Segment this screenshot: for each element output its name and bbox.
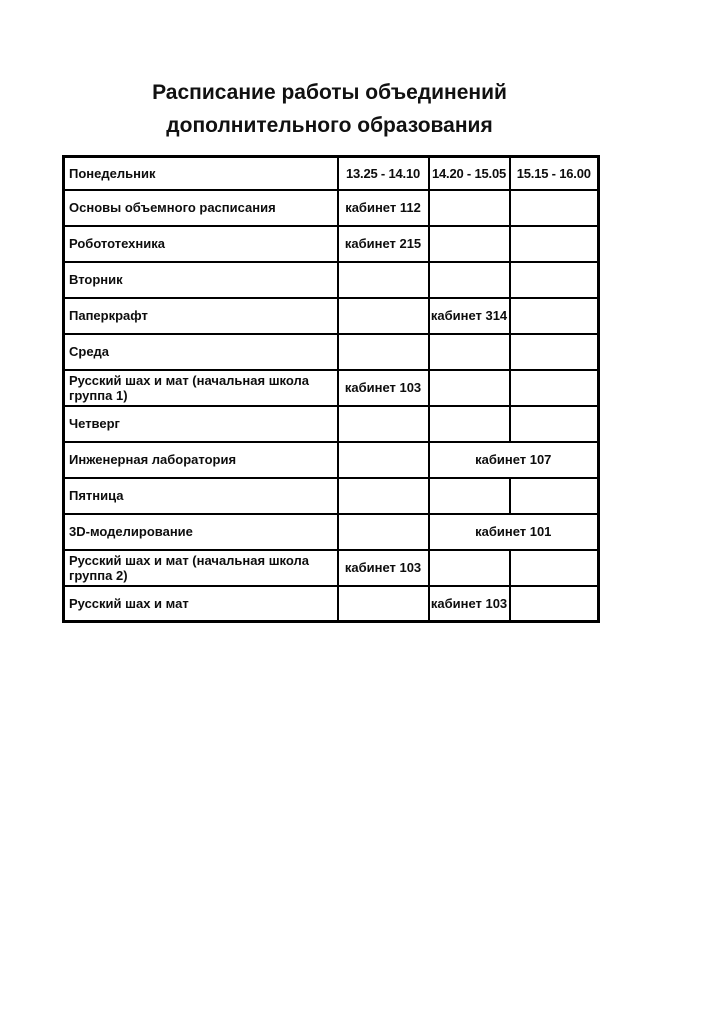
empty-slot-cell bbox=[429, 370, 510, 406]
empty-slot-cell bbox=[338, 478, 429, 514]
time-header-cell: 14.20 - 15.05 bbox=[429, 157, 510, 190]
empty-slot-cell bbox=[510, 478, 599, 514]
day-row bbox=[64, 157, 599, 190]
empty-slot-cell bbox=[429, 406, 510, 442]
empty-slot-cell bbox=[429, 550, 510, 586]
day-row bbox=[64, 478, 599, 514]
empty-slot-cell bbox=[338, 334, 429, 370]
empty-slot-cell bbox=[510, 550, 599, 586]
day-row bbox=[64, 406, 599, 442]
empty-slot-cell bbox=[510, 190, 599, 226]
day-label-cell: Пятница bbox=[64, 478, 338, 514]
empty-slot-cell bbox=[338, 298, 429, 334]
empty-slot-cell bbox=[338, 262, 429, 298]
room-cell: кабинет 215 bbox=[338, 226, 429, 262]
empty-slot-cell bbox=[338, 442, 429, 478]
day-label-cell: Среда bbox=[64, 334, 338, 370]
day-label-cell: Четверг bbox=[64, 406, 338, 442]
empty-slot-cell bbox=[338, 586, 429, 622]
room-cell: кабинет 103 bbox=[429, 586, 510, 622]
empty-slot-cell bbox=[510, 226, 599, 262]
day-row bbox=[64, 262, 599, 298]
day-row bbox=[64, 334, 599, 370]
activity-row bbox=[64, 550, 599, 586]
activity-row bbox=[64, 298, 599, 334]
empty-slot-cell bbox=[429, 334, 510, 370]
room-cell: кабинет 103 bbox=[338, 370, 429, 406]
empty-slot-cell bbox=[510, 334, 599, 370]
room-cell: кабинет 314 bbox=[429, 298, 510, 334]
activity-row bbox=[64, 226, 599, 262]
day-label-cell: Понедельник bbox=[64, 157, 338, 190]
activity-label-cell: Русский шах и мат (начальная школа группа 2) bbox=[64, 550, 338, 586]
empty-slot-cell bbox=[510, 370, 599, 406]
page-title-line2: дополнительного образования bbox=[166, 114, 493, 137]
empty-slot-cell bbox=[429, 262, 510, 298]
activity-row bbox=[64, 514, 599, 550]
page-title bbox=[62, 76, 597, 142]
empty-slot-cell bbox=[338, 514, 429, 550]
activity-label-cell: Основы объемного расписания bbox=[64, 190, 338, 226]
activity-label-cell: Русский шах и мат (начальная школа группа 1) bbox=[64, 370, 338, 406]
activity-row bbox=[64, 442, 599, 478]
schedule-table-body bbox=[64, 157, 599, 622]
empty-slot-cell bbox=[429, 190, 510, 226]
activity-label-cell: 3D-моделирование bbox=[64, 514, 338, 550]
time-header-cell: 13.25 - 14.10 bbox=[338, 157, 429, 190]
page-title-line1: Расписание работы объединений bbox=[152, 81, 507, 104]
room-cell: кабинет 112 bbox=[338, 190, 429, 226]
empty-slot-cell bbox=[429, 478, 510, 514]
time-header-cell: 15.15 - 16.00 bbox=[510, 157, 599, 190]
empty-slot-cell bbox=[338, 406, 429, 442]
activity-row bbox=[64, 370, 599, 406]
empty-slot-cell bbox=[510, 298, 599, 334]
empty-slot-cell bbox=[510, 586, 599, 622]
activity-label-cell: Паперкрафт bbox=[64, 298, 338, 334]
activity-row bbox=[64, 586, 599, 622]
room-cell: кабинет 107 bbox=[429, 442, 599, 478]
room-cell: кабинет 103 bbox=[338, 550, 429, 586]
activity-label-cell: Инженерная лаборатория bbox=[64, 442, 338, 478]
activity-label-cell: Русский шах и мат bbox=[64, 586, 338, 622]
schedule-table bbox=[62, 155, 600, 623]
room-cell: кабинет 101 bbox=[429, 514, 599, 550]
empty-slot-cell bbox=[429, 226, 510, 262]
activity-row bbox=[64, 190, 599, 226]
empty-slot-cell bbox=[510, 262, 599, 298]
empty-slot-cell bbox=[510, 406, 599, 442]
day-label-cell: Вторник bbox=[64, 262, 338, 298]
activity-label-cell: Робототехника bbox=[64, 226, 338, 262]
